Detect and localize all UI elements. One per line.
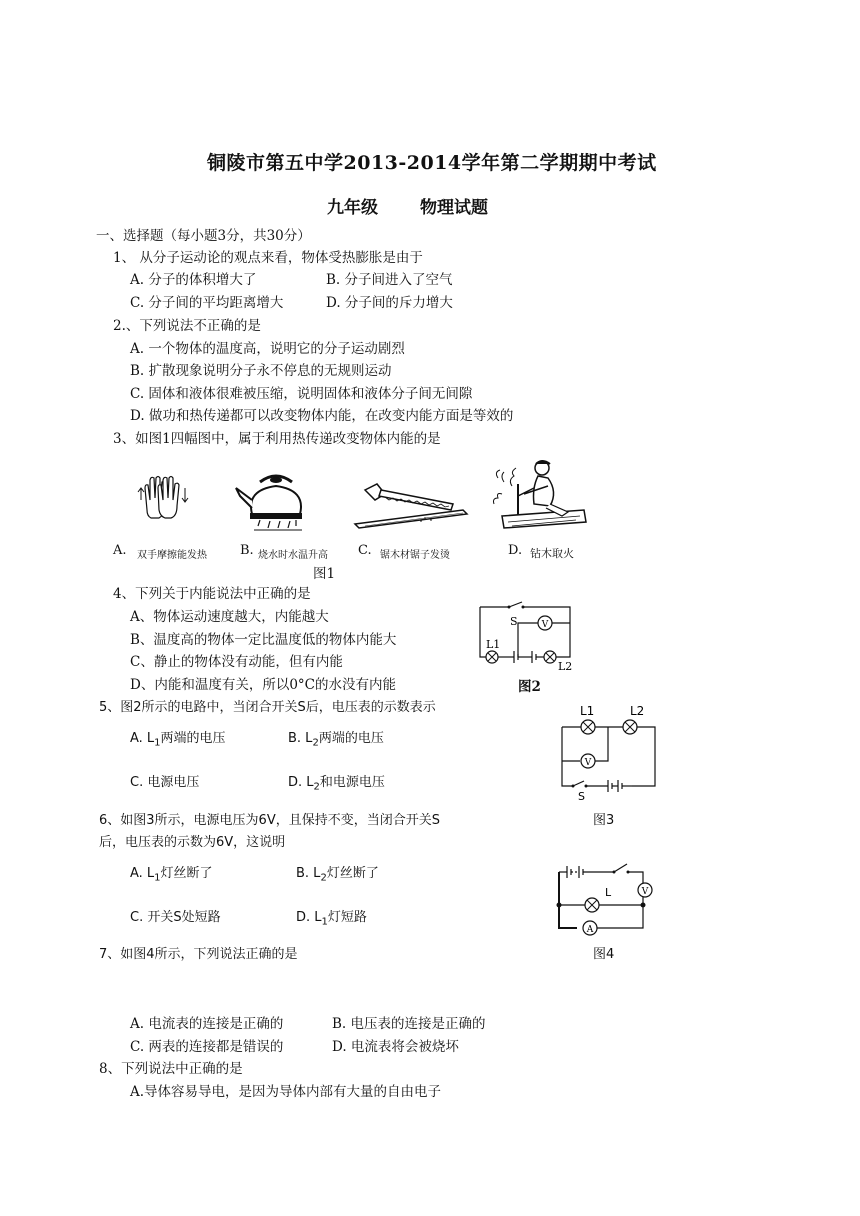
q2-option-b: B. 扩散现象说明分子永不停息的无规则运动 [130,363,392,379]
q2-stem: 2.、下列说法不正确的是 [113,318,261,334]
saw-wood-image [355,480,470,530]
q2-option-c: C. 固体和液体很难被压缩，说明固体和液体分子间无间隙 [130,386,473,402]
q5-stem: 5、图2所示的电路中，当闭合开关S后，电压表的示数表示 [99,700,436,715]
q6-stem-line2: 后，电压表的示数为6V，这说明 [99,835,286,850]
exam-subtitle-grade: 九年级 [327,198,378,218]
fig2-voltmeter-label: V [541,620,549,630]
q6-option-d: D. $L_1$灯短路 [296,910,367,928]
exam-title: 铜陵市第五中学2013-2014学年第二学期期中考试 [207,152,657,174]
q2-option-a: A. 一个物体的温度高，说明它的分子运动剧烈 [130,341,405,357]
q8-stem: 8、下列说法中正确的是 [99,1061,243,1077]
fig2-l2-label: L2 [558,660,573,673]
q7-stem: 7、如图4所示，下列说法正确的是 [99,947,298,962]
q4-option-c: C、静止的物体没有动能，但有内能 [130,654,343,670]
q7-option-c: C. 两表的连接都是错误的 [130,1039,284,1055]
q6-option-c: C. 开关S处短路 [130,910,221,925]
q7-option-d: D. 电流表将会被烧坏 [332,1039,459,1055]
fig4-circuit-diagram [555,860,659,940]
kettle-image [230,466,325,532]
fig2-circuit-diagram [478,601,573,671]
q1-option-c: C. 分子间的平均距离增大 [130,295,284,311]
fig1-caption-b-letter: B. [240,543,254,558]
fig1-caption-d: 钻木取火 [530,547,574,560]
fig3-voltmeter-label: V [584,758,592,768]
q1-option-b: B. 分子间进入了空气 [326,272,453,288]
q5-option-a: A. $L_1$两端的电压 [130,731,226,749]
hands-rubbing-image [135,470,195,525]
q2-option-d: D. 做功和热传递都可以改变物体内能，在改变内能方面是等效的 [130,408,514,424]
fig4-label: 图4 [593,947,615,962]
q1-option-a: A. 分子的体积增大了 [130,272,257,288]
q5-option-c: C. 电源电压 [130,775,200,790]
fig3-switch-label: S [578,790,585,803]
fig3-circuit-diagram [560,701,660,801]
q4-stem: 4、下列关于内能说法中正确的是 [113,586,311,602]
fig2-label: 图2 [518,679,541,695]
fig4-lamp-label: L [605,886,612,899]
section-heading: 一、选择题（每小题3分，共30分） [96,228,311,244]
q3-stem: 3、如图1四幅图中，属于利用热传递改变物体内能的是 [113,431,441,447]
q7-option-a: A. 电流表的连接是正确的 [130,1016,284,1032]
q1-option-d: D. 分子间的斥力增大 [326,295,453,311]
fig3-l1-label: L1 [580,704,595,718]
fig4-voltmeter-label: V [641,887,649,897]
fig4-ammeter-label: A [586,925,594,935]
q7-option-b: B. 电压表的连接是正确的 [332,1016,486,1032]
q5-option-d: D. $L_2$和电源电压 [288,775,385,793]
fig1-caption-b: 烧水时水温升高 [258,550,328,561]
fig3-label: 图3 [593,813,615,828]
fig1-label: 图1 [313,566,336,582]
q6-stem-line1: 6、如图3所示，电源电压为6V，且保持不变，当闭合开关S [99,813,440,828]
fig1-caption-c-letter: C. [358,543,372,558]
fig1-caption-d-letter: D. [508,543,523,558]
fig1-caption-a: 双手摩擦能发热 [137,550,207,561]
q6-option-a: A. $L_1$灯丝断了 [130,866,213,884]
exam-subtitle-subject: 物理试题 [420,198,488,218]
q4-option-a: A、物体运动速度越大，内能越大 [130,609,329,625]
drill-fire-image [488,458,588,538]
q4-option-d: D、内能和温度有关，所以0°C的水没有内能 [130,677,396,693]
q4-option-b: B、温度高的物体一定比温度低的物体内能大 [130,632,397,648]
q6-option-b: B. $L_2$灯丝断了 [296,866,379,884]
fig1-caption-a-letter: A. [113,543,127,558]
q5-option-b: B. $L_2$两端的电压 [288,731,384,749]
fig2-switch-label: S [510,615,518,628]
fig1-caption-c: 锯木材锯子发烫 [380,550,450,561]
fig3-l2-label: L2 [630,704,645,718]
q8-option-a: A.导体容易导电，是因为导体内部有大量的自由电子 [130,1084,442,1100]
q1-stem: 1、 从分子运动论的观点来看，物体受热膨胀是由于 [113,250,423,266]
fig2-l1-label: L1 [486,638,501,651]
